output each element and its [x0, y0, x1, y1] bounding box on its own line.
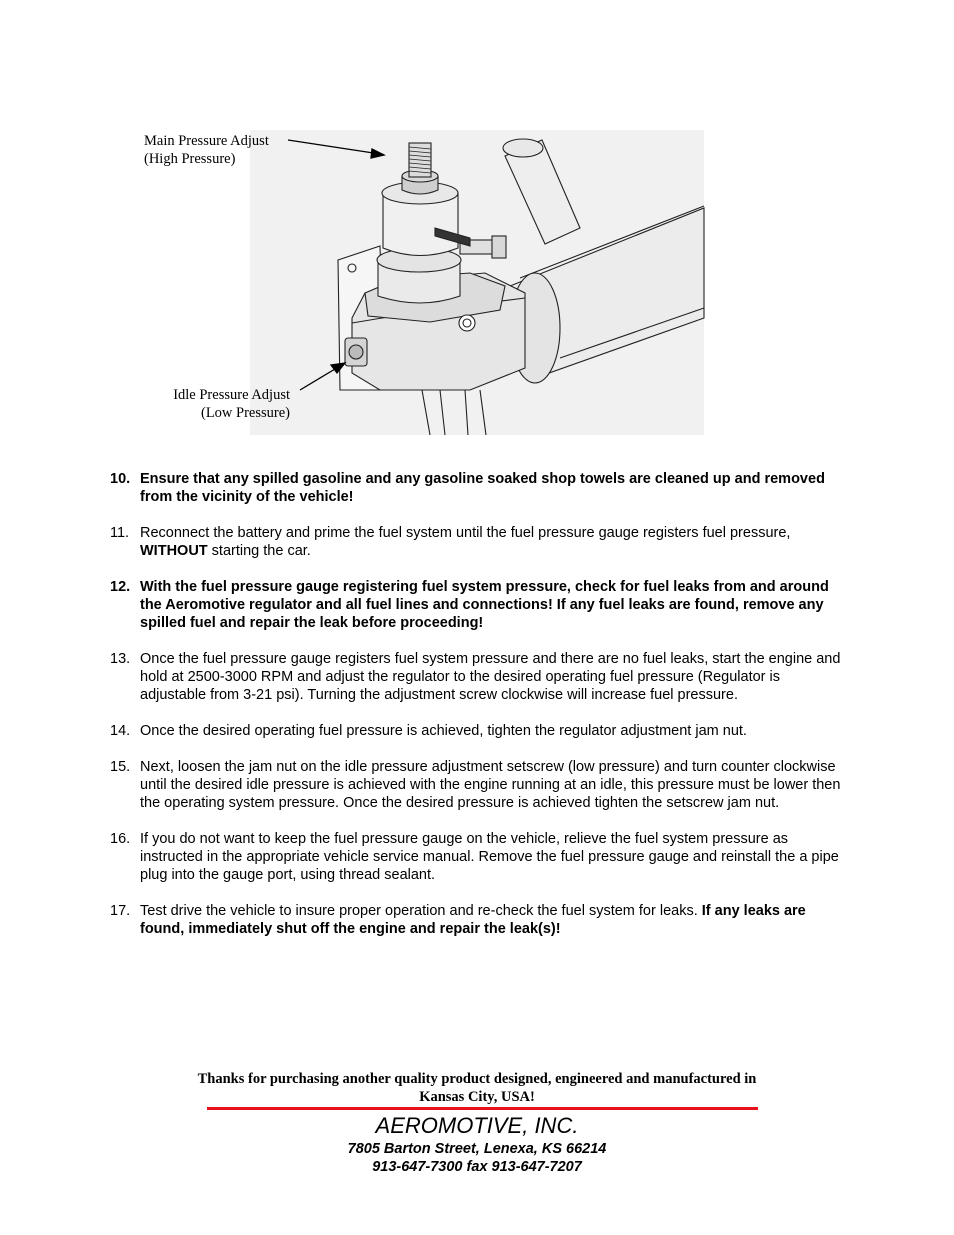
- step-text: [140, 524, 850, 560]
- step-number: 10.: [110, 471, 131, 487]
- step-number: 17.: [110, 903, 131, 919]
- list-item: [110, 722, 850, 740]
- list-item: [110, 830, 850, 884]
- step-text-bold: If any leaks are found, immediately shut off the engine and repair the leak(s)!: [140, 903, 806, 937]
- company-name: AEROMOTIVE, INC.: [375, 1113, 579, 1138]
- step-text: Once the desired operating fuel pressure is achieved, tighten the regulator adjustment jam nut.: [140, 723, 747, 739]
- thanks-line1: Thanks for purchasing another quality product designed, engineered and manufactured in: [197, 1071, 757, 1087]
- step-number: 11.: [110, 525, 130, 541]
- callout-main-line2: (High Pressure): [144, 151, 236, 167]
- step-text: Once the fuel pressure gauge registers fuel system pressure and there are no fuel leaks, start the engine and hold at 2500-3000 RPM and adjust the regulator to the desired operating fuel pressure (Regulator is adjustable from 3-21 psi). Turning the adjustment screw clockwise will increase fuel pressure.: [140, 651, 841, 703]
- step-text: Next, loosen the jam nut on the idle pressure adjustment setscrew (low pressure) and turn counter clockwise until the desired idle pressure is achieved with the engine running at an idle, this pressure must be lower then the operating system pressure. Once the desired pressure is achieved tighten the setscrew jam nut.: [140, 759, 841, 811]
- red-divider: [207, 1107, 758, 1110]
- thanks-message: [150, 1070, 804, 1106]
- step-number: 15.: [110, 759, 131, 775]
- callout-main-pressure: [144, 132, 269, 168]
- list-item: [110, 650, 850, 704]
- company-address: 7805 Barton Street, Lenexa, KS 66214: [347, 1141, 607, 1157]
- step-number: 14.: [110, 723, 131, 739]
- list-item: [110, 758, 850, 812]
- thanks-line2: Kansas City, USA!: [419, 1089, 535, 1105]
- list-item: [110, 524, 850, 560]
- step-text-part: Test drive the vehicle to insure proper operation and re-check the fuel system for leaks.: [140, 903, 702, 919]
- step-number: 16.: [110, 831, 131, 847]
- step-text-part: Reconnect the battery and prime the fuel system until the fuel pressure gauge registers fuel pressure,: [140, 525, 791, 541]
- step-text-part: starting the car.: [207, 543, 311, 559]
- callout-idle-pressure: [150, 386, 290, 422]
- step-text: Ensure that any spilled gasoline and any gasoline soaked shop towels are cleaned up and removed from the vicinity of the vehicle!: [140, 471, 825, 505]
- step-text: With the fuel pressure gauge registering fuel system pressure, check for fuel leaks from and around the Aeromotive regulator and all fuel lines and connections! If any fuel leaks are found, remove any spilled fuel and repair the leak before proceeding!: [140, 579, 829, 631]
- list-item: [110, 470, 850, 506]
- step-text-bold: WITHOUT: [140, 543, 208, 559]
- list-item: [110, 578, 850, 632]
- list-item: [110, 902, 850, 938]
- callout-main-line1: Main Pressure Adjust: [144, 133, 269, 149]
- instruction-steps: [110, 470, 850, 938]
- step-text: If you do not want to keep the fuel pressure gauge on the vehicle, relieve the fuel system pressure as instructed in the appropriate vehicle service manual. Remove the fuel pressure gauge and reinstall the a pipe plug into the gauge port, using thread sealant.: [140, 831, 839, 883]
- step-text: [140, 902, 850, 938]
- company-phone: 913-647-7300 fax 913-647-7207: [372, 1159, 582, 1175]
- callout-idle-line1: Idle Pressure Adjust: [173, 387, 290, 403]
- step-number: 12.: [110, 579, 131, 595]
- callout-idle-line2: (Low Pressure): [201, 405, 290, 421]
- step-number: 13.: [110, 651, 131, 667]
